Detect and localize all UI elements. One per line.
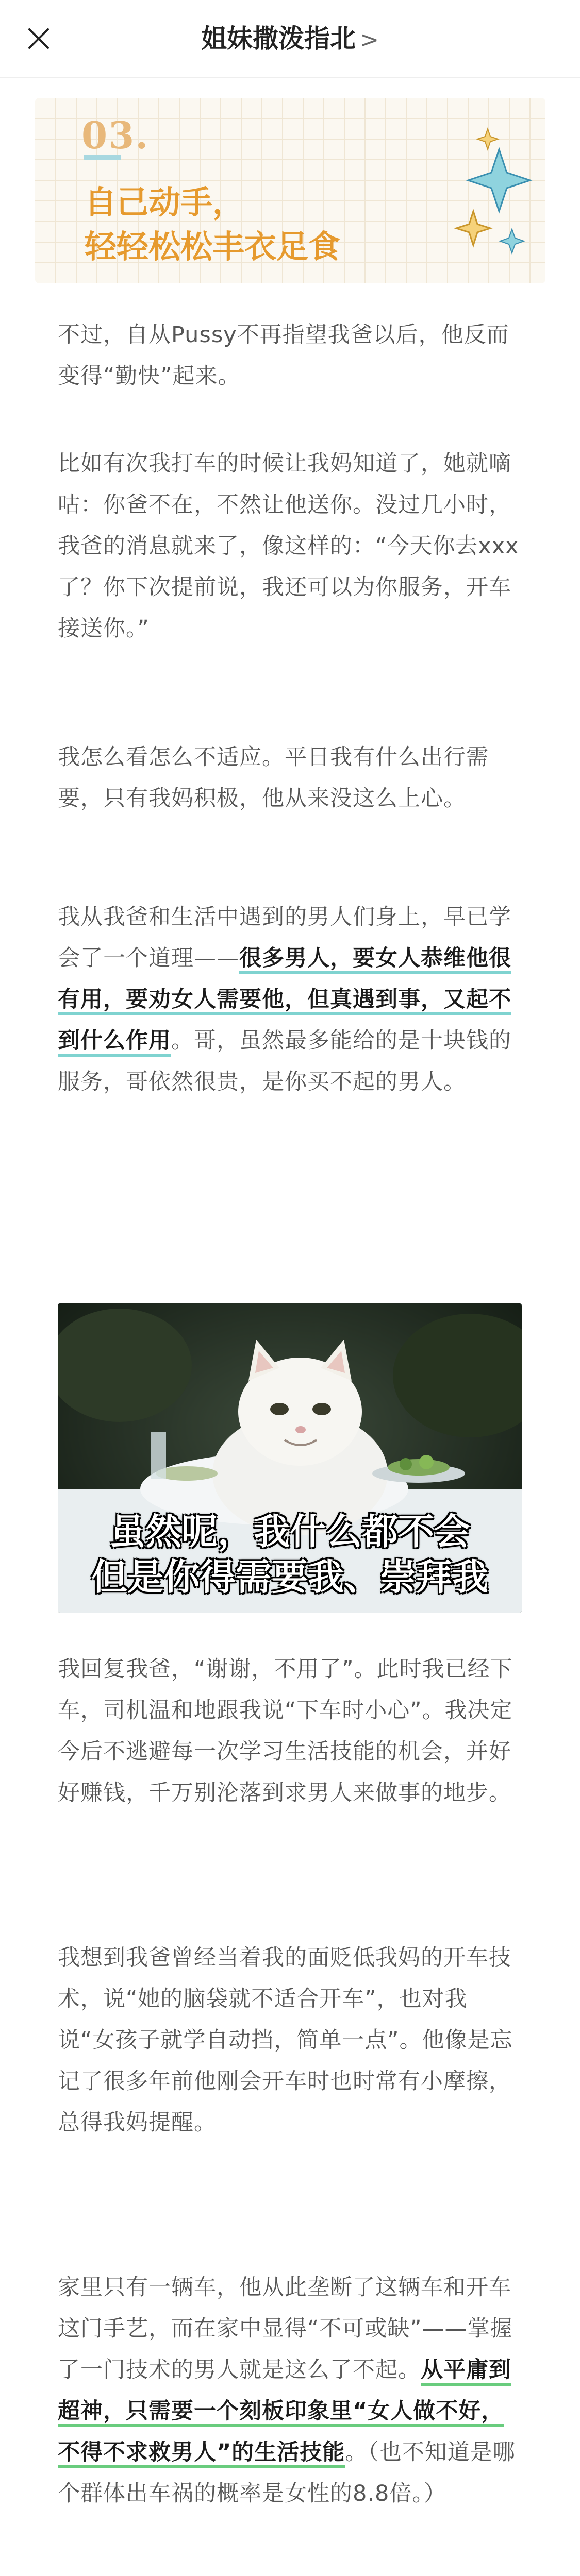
chapter-banner bbox=[35, 98, 545, 283]
paragraph-7-text-b: 。（也不知道是哪个群体出车祸的概率是女性的8.8倍。） bbox=[58, 2439, 516, 2506]
chevron-right-icon: > bbox=[360, 27, 379, 53]
top-bar bbox=[0, 0, 580, 78]
paragraph-7 bbox=[58, 2267, 522, 2514]
account-name: 姐妹撒泼指北 bbox=[201, 24, 356, 54]
paragraph-4 bbox=[58, 896, 522, 1103]
chapter-title-line1: 自己动手， bbox=[85, 183, 245, 221]
paragraph-1: 不过，自从Pussy不再指望我爸以后，他反而变得“勤快”起来。 bbox=[58, 322, 509, 389]
account-title-button[interactable] bbox=[0, 21, 580, 57]
chapter-title-line2: 轻轻松松丰衣足食 bbox=[85, 228, 341, 265]
highlight-text: 从平庸到超神，只需要一个刻板印象里“女人做不好，不得不求救男人”的生活技能 bbox=[58, 2357, 511, 2468]
meme-caption-line2: 但是你得需要我、崇拜我 bbox=[91, 1556, 488, 1598]
paragraph-4-text-b: 。哥，虽然最多能给的是十块钱的服务，哥依然很贵，是你买不起的男人。 bbox=[58, 1028, 511, 1095]
paragraph-5: 我回复我爸，“谢谢，不用了”。此时我已经下车，司机温和地跟我说“下车时小心”。我决定今后不逃避每一次学习生活技能的机会，并好好赚钱，千万别沦落到求男人来做事的地步。 bbox=[58, 1656, 513, 1806]
meme-caption-line1: 虽然呢，我什么都不会 bbox=[109, 1511, 470, 1553]
paragraph-6: 我想到我爸曾经当着我的面贬低我妈的开车技术，说“她的脑袋就不适合开车”，也对我说“女孩子就学自动挡，简单一点”。他像是忘记了很多年前他刚会开车时也时常有小摩擦，总得我妈提醒。 bbox=[58, 1945, 513, 2136]
paragraph-7-text-a: 家里只有一辆车，他从此垄断了这辆车和开车这门手艺，而在家中显得“不可或缺”——掌握了一门技术的男人就是这么了不起。 bbox=[58, 2275, 513, 2383]
chapter-title bbox=[85, 180, 340, 269]
paragraph-3: 我怎么看怎么不适应。平日我有什么出行需要，只有我妈积极，他从来没这么上心。 bbox=[58, 744, 489, 811]
meme-image-cat-table bbox=[58, 1303, 522, 1613]
paragraph-2: 比如有次我打车的时候让我妈知道了，她就嘀咕：你爸不在，不然让他送你。没过几小时，我爸的消息就来了，像这样的：“今天你去xxx了？你下次提前说，我还可以为你服务，开车接送你。” bbox=[58, 451, 519, 641]
paragraph-4-text-a: 我从我爸和生活中遇到的男人们身上，早已学会了一个道理—— bbox=[58, 904, 511, 971]
chapter-number: 03. bbox=[81, 113, 150, 157]
highlight-text: 很多男人，要女人恭维他很有用，要劝女人需要他，但真遇到事，又起不到什么作用 bbox=[58, 945, 511, 1057]
